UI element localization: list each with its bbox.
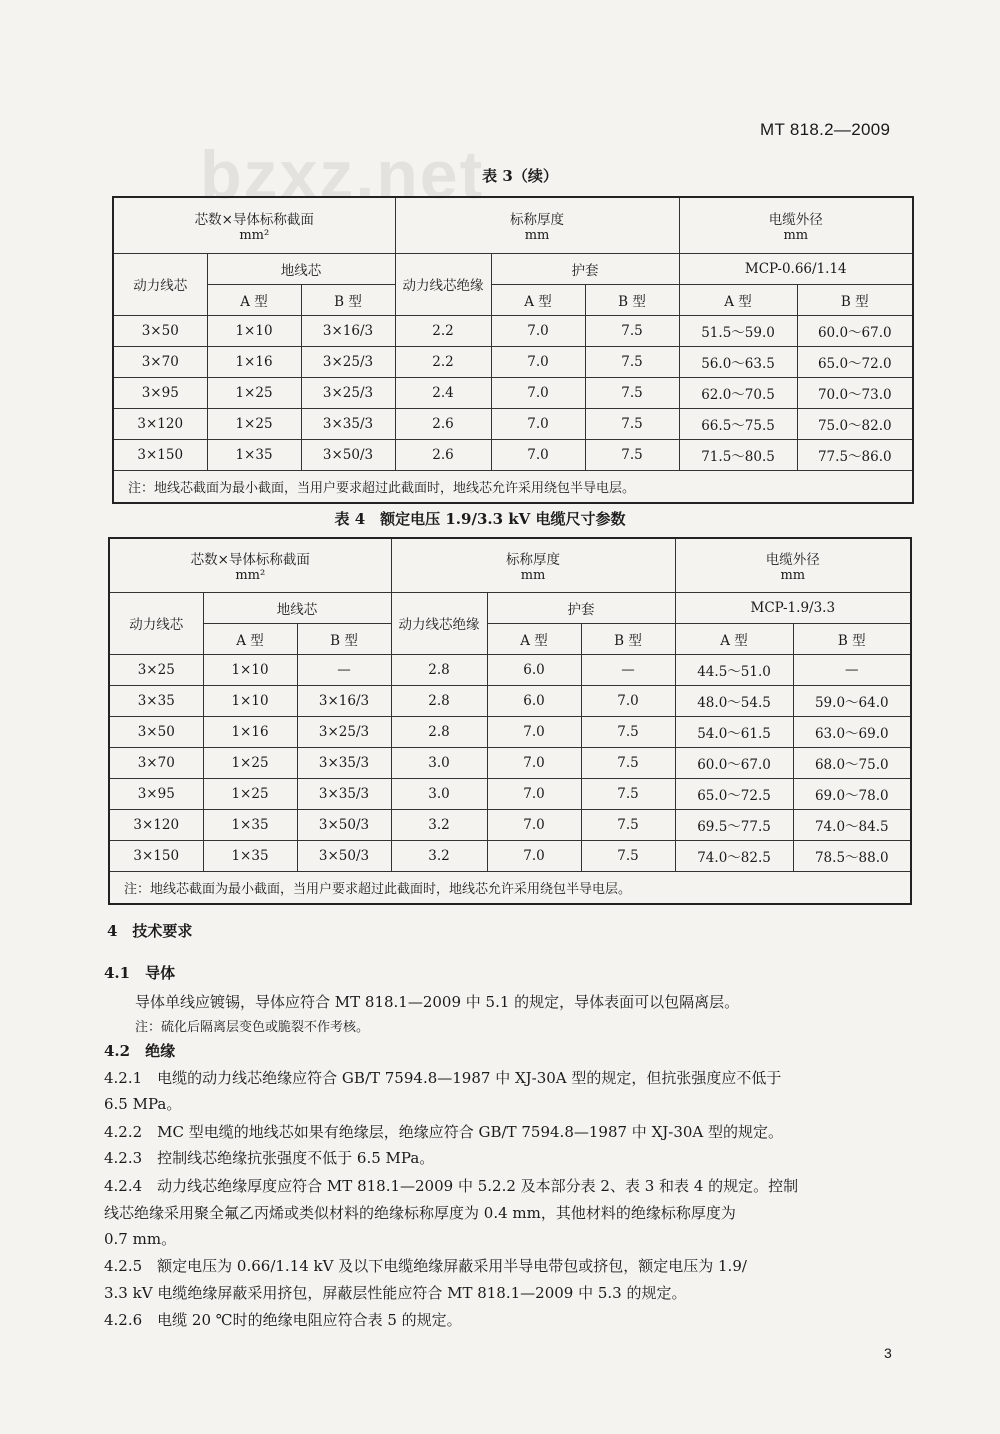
table-cell: 3×50/3 [301,439,395,470]
paragraph-4-2-4-line2: 线芯绝缘采用聚全氟乙丙烯或类似材料的绝缘标称厚度为 0.4 mm，其他材料的绝缘标称厚度为 [104,1204,736,1222]
table-cell: 2.6 [395,408,491,439]
table-cell: 1×35 [203,840,297,871]
header-type-a: A 型 [675,623,793,654]
table-row [113,346,913,377]
table-cell: 1×35 [203,809,297,840]
table-cell: 77.5～86.0 [797,439,913,470]
table-cell: 44.5～51.0 [675,654,793,685]
header-power-core: 动力线芯 [109,592,203,654]
table-cell: 3×35/3 [297,778,391,809]
table-cell: 74.0～84.5 [793,809,911,840]
table-cell: 65.0～72.5 [675,778,793,809]
header-thickness: 标称厚度 mm [395,197,679,253]
table-row [109,685,911,716]
table-cell: 3×35/3 [297,747,391,778]
header-type-b: B 型 [581,623,675,654]
table-row [109,809,911,840]
table-cell: 7.0 [491,408,585,439]
watermark: bzxz.net [200,137,485,213]
table-cell: 7.5 [585,377,679,408]
table-cell: 7.5 [585,439,679,470]
header-type-b: B 型 [585,284,679,315]
table-cell: 7.5 [581,840,675,871]
table4-note: 注：地线芯截面为最小截面，当用户要求超过此截面时，地线芯允许采用绕包半导电层。 [109,871,911,904]
table-cell: 60.0～67.0 [675,747,793,778]
table-cell: 3×50/3 [297,809,391,840]
table-cell: 70.0～73.0 [797,377,913,408]
table-cell: 1×16 [203,716,297,747]
table-cell: 3×35 [109,685,203,716]
table-cell: — [793,654,911,685]
header-voltage: MCP-1.9/3.3 [675,592,911,623]
paragraph-4-2-5-line1: 4.2.5 额定电压为 0.66/1.14 kV 及以下电缆绝缘屏蔽采用半导电带包或挤包，额定电压为 1.9/ [104,1257,747,1275]
table-cell: 7.0 [491,346,585,377]
table-cell: 3×50 [109,716,203,747]
table-cell: 6.0 [487,685,581,716]
table-cell: 7.0 [491,315,585,346]
table-cell: 1×10 [207,315,301,346]
table-row [109,654,911,685]
paragraph-4-2-5-line2: 3.3 kV 电缆绝缘屏蔽采用挤包，屏蔽层性能应符合 MT 818.1—2009 中 5.3 的规定。 [104,1284,687,1302]
paragraph-4-2-1-line2: 6.5 MPa。 [104,1095,182,1113]
table-cell: 2.6 [395,439,491,470]
note-4-1: 注：硫化后隔离层变色或脆裂不作考核。 [135,1020,370,1035]
header-power-insulation: 动力线芯绝缘 [391,592,487,654]
table-cell: 1×25 [203,747,297,778]
table-cell: 1×25 [207,377,301,408]
header-voltage: MCP-0.66/1.14 [679,253,913,284]
table-row [109,747,911,778]
table-cell: 1×16 [207,346,301,377]
table-row [113,408,913,439]
paragraph-4-2-4-line1: 4.2.4 动力线芯绝缘厚度应符合 MT 818.1—2009 中 5.2.2 及本部分表 2、表 3 和表 4 的规定。控制 [104,1177,799,1195]
table-cell: 59.0～64.0 [793,685,911,716]
table4 [108,537,912,905]
table-cell: 7.0 [487,747,581,778]
section-4-1-heading: 4.1 导体 [104,964,176,982]
table-cell: 3×95 [109,778,203,809]
paragraph-4-2-1-line1: 4.2.1 电缆的动力线芯绝缘应符合 GB/T 7594.8—1987 中 XJ-30A 型的规定，但抗张强度应不低于 [104,1069,782,1087]
header-type-b: B 型 [793,623,911,654]
header-section: 芯数×导体标称截面 mm² [109,538,391,592]
table-cell: 3×25 [109,654,203,685]
section-4-heading: 4 技术要求 [107,922,193,940]
table-cell: 3×150 [109,840,203,871]
table-cell: 2.2 [395,346,491,377]
table-cell: 7.0 [491,377,585,408]
table-cell: 3.2 [391,840,487,871]
table-cell: 71.5～80.5 [679,439,797,470]
header-power-core: 动力线芯 [113,253,207,315]
table-cell: 7.0 [487,716,581,747]
table-row [113,377,913,408]
table-cell: 2.4 [395,377,491,408]
table-cell: 3×120 [113,408,207,439]
table-cell: 7.5 [581,716,675,747]
table-cell: 7.5 [585,408,679,439]
paragraph-4-1: 导体单线应镀锡，导体应符合 MT 818.1—2009 中 5.1 的规定，导体表面可以包隔离层。 [135,993,740,1011]
table-cell: 66.5～75.5 [679,408,797,439]
table-cell: 3×50/3 [297,840,391,871]
header-sheath: 护套 [491,253,679,284]
table-cell: 7.0 [581,685,675,716]
table-cell: 69.5～77.5 [675,809,793,840]
table-row [109,716,911,747]
table-cell: 2.2 [395,315,491,346]
table-cell: 3×50 [113,315,207,346]
table-row [109,840,911,871]
header-type-b: B 型 [297,623,391,654]
table4-caption: 表 4 额定电压 1.9/3.3 kV 电缆尺寸参数 [334,510,626,528]
table-cell: — [581,654,675,685]
paragraph-4-2-2: 4.2.2 MC 型电缆的地线芯如果有绝缘层，绝缘应符合 GB/T 7594.8—1987 中 XJ-30A 型的规定。 [104,1123,784,1141]
header-type-b: B 型 [797,284,913,315]
table-cell: 3×16/3 [301,315,395,346]
table3-caption: 表 3（续） [482,167,558,185]
table-cell: 48.0～54.5 [675,685,793,716]
table-cell: 3.2 [391,809,487,840]
table-cell: 3×35/3 [301,408,395,439]
table-cell: 1×25 [203,778,297,809]
table-cell: — [297,654,391,685]
section-4-2-heading: 4.2 绝缘 [104,1042,176,1060]
table-cell: 3×120 [109,809,203,840]
header-earth-core: 地线芯 [207,253,395,284]
header-diameter: 电缆外径 mm [679,197,913,253]
table-cell: 75.0～82.0 [797,408,913,439]
table-cell: 65.0～72.0 [797,346,913,377]
header-power-insulation: 动力线芯绝缘 [395,253,491,315]
header-thickness: 标称厚度 mm [391,538,675,592]
header-earth-core: 地线芯 [203,592,391,623]
table-cell: 2.8 [391,685,487,716]
table-cell: 2.8 [391,716,487,747]
header-type-a: A 型 [487,623,581,654]
table-cell: 1×25 [207,408,301,439]
table-cell: 2.8 [391,654,487,685]
table-cell: 7.0 [487,840,581,871]
table-cell: 68.0～75.0 [793,747,911,778]
table-cell: 7.0 [491,439,585,470]
table-cell: 3×16/3 [297,685,391,716]
table3 [112,196,914,504]
table-cell: 63.0～69.0 [793,716,911,747]
paragraph-4-2-6: 4.2.6 电缆 20 ℃时的绝缘电阻应符合表 5 的规定。 [104,1311,462,1329]
table3-note: 注：地线芯截面为最小截面，当用户要求超过此截面时，地线芯允许采用绕包半导电层。 [113,470,913,503]
header-type-b: B 型 [301,284,395,315]
table-cell: 3.0 [391,747,487,778]
header-type-a: A 型 [491,284,585,315]
table-cell: 1×35 [207,439,301,470]
table-cell: 51.5～59.0 [679,315,797,346]
header-section: 芯数×导体标称截面 mm² [113,197,395,253]
table-cell: 62.0～70.5 [679,377,797,408]
table-cell: 7.5 [585,346,679,377]
table-row [113,315,913,346]
table-cell: 7.0 [487,778,581,809]
paragraph-4-2-3: 4.2.3 控制线芯绝缘抗张强度不低于 6.5 MPa。 [104,1149,435,1167]
header-type-a: A 型 [207,284,301,315]
table-cell: 7.5 [581,778,675,809]
table-cell: 3×25/3 [297,716,391,747]
table-cell: 78.5～88.0 [793,840,911,871]
table-cell: 74.0～82.5 [675,840,793,871]
table-cell: 7.5 [581,747,675,778]
table-cell: 56.0～63.5 [679,346,797,377]
paragraph-4-2-4-line3: 0.7 mm。 [104,1230,177,1248]
table-cell: 3×70 [113,346,207,377]
header-type-a: A 型 [679,284,797,315]
table-cell: 3×25/3 [301,377,395,408]
table-cell: 3.0 [391,778,487,809]
table-cell: 1×10 [203,654,297,685]
table-cell: 1×10 [203,685,297,716]
table-cell: 3×150 [113,439,207,470]
page-number: 3 [884,1345,892,1361]
header-type-a: A 型 [203,623,297,654]
table-cell: 60.0～67.0 [797,315,913,346]
table-cell: 6.0 [487,654,581,685]
header-sheath: 护套 [487,592,675,623]
table-cell: 7.5 [581,809,675,840]
table-cell: 7.5 [585,315,679,346]
table-row [113,439,913,470]
table-cell: 7.0 [487,809,581,840]
table-cell: 3×95 [113,377,207,408]
header-diameter: 电缆外径 mm [675,538,911,592]
table-cell: 3×25/3 [301,346,395,377]
standard-code: MT 818.2—2009 [760,120,891,139]
table-cell: 3×70 [109,747,203,778]
table-row [109,778,911,809]
table-cell: 54.0～61.5 [675,716,793,747]
table-cell: 69.0～78.0 [793,778,911,809]
